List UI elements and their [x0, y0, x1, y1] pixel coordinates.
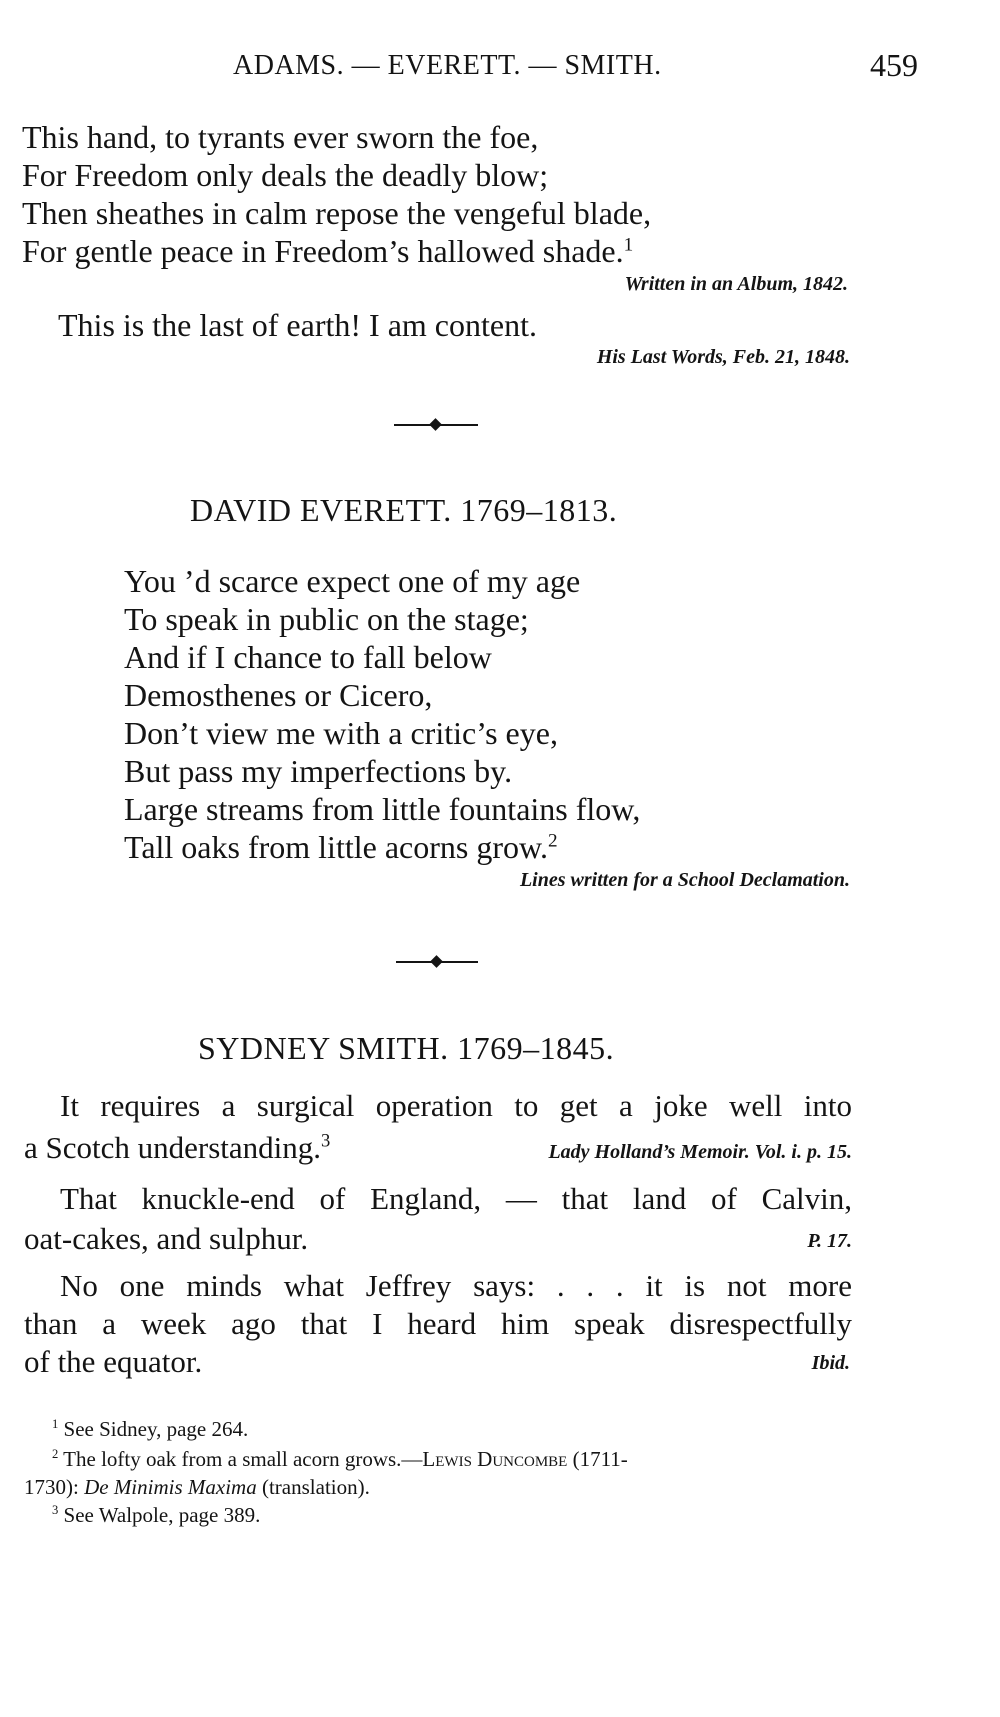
footnote-work-title: De Minimis Maxima — [84, 1475, 257, 1499]
quote-line: That knuckle-end of England, — that land of Calvin, — [60, 1181, 852, 1216]
section-heading-smith: SYDNEY SMITH. 1769–1845. — [198, 1030, 615, 1066]
footnote-text: 1730): — [24, 1475, 79, 1499]
section-heading-everett: DAVID EVERETT. 1769–1813. — [190, 492, 618, 528]
adams-last-words: This is the last of earth! I am content. — [58, 307, 537, 343]
verse-line — [124, 828, 558, 866]
smith-quote-3-ref: Ibid. — [811, 1352, 850, 1374]
everett-attribution: Lines written for a School Declamation. — [519, 869, 850, 891]
quote-text: a Scotch understanding. — [24, 1130, 322, 1165]
page-number: 459 — [870, 47, 918, 83]
verse-line: To speak in public on the stage; — [124, 601, 529, 637]
verse-line: But pass my imperfections by. — [124, 753, 513, 789]
footnote-ref: 1 — [623, 234, 634, 256]
footnote-2 — [52, 1447, 628, 1472]
footnote-text: See Sidney, page 264. — [63, 1417, 249, 1441]
verse-line: Don’t view me with a critic’s eye, — [124, 715, 558, 751]
divider-diamond — [429, 418, 442, 431]
footnote-3 — [52, 1503, 260, 1528]
verse-line: Demosthenes or Cicero, — [124, 677, 433, 713]
verse-line: You ’d scarce expect one of my age — [124, 563, 581, 599]
quote-line: than a week ago that I heard him speak disrespectfully — [24, 1306, 852, 1341]
divider-diamond — [430, 955, 443, 968]
verse-line: Large streams from little fountains flow, — [124, 791, 641, 827]
adams-attribution-last-words: His Last Words, Feb. 21, 1848. — [596, 346, 850, 368]
running-title: ADAMS. — EVERETT. — SMITH. — [233, 50, 662, 81]
footnote-mark: 3 — [52, 1503, 59, 1517]
quote-line: No one minds what Jeffrey says: . . . it is not more — [60, 1268, 852, 1303]
verse-line: Then sheathes in calm repose the vengeful blade, — [22, 195, 652, 231]
footnote-text: (translation). — [261, 1475, 370, 1499]
footnote-mark: 1 — [52, 1417, 59, 1431]
verse-line: For Freedom only deals the deadly blow; — [22, 157, 549, 193]
footnote-2-continued — [24, 1475, 370, 1500]
footnote-text: The lofty oak from a small acorn grows.— — [63, 1447, 423, 1471]
footnote-text: See Walpole, page 389. — [63, 1503, 261, 1527]
footnote-dates: (1711- — [572, 1447, 628, 1471]
smith-quote-1-ref: Lady Holland’s Memoir. Vol. i. p. 15. — [548, 1141, 852, 1163]
footnote-ref: 2 — [548, 830, 558, 852]
quote-line: It requires a surgical operation to get a joke well into — [60, 1088, 852, 1123]
verse-text: Tall oaks from little acorns grow. — [124, 829, 549, 865]
adams-attribution-album: Written in an Album, 1842. — [624, 273, 848, 295]
footnote-author: Lewis Duncombe — [422, 1447, 568, 1471]
footnote-ref: 3 — [321, 1130, 331, 1152]
quote-line: of the equator. — [24, 1344, 203, 1379]
verse-line — [22, 232, 633, 270]
running-header — [0, 47, 1000, 90]
quote-line — [24, 1127, 330, 1169]
verse-line: And if I chance to fall below — [124, 639, 492, 675]
footnote-mark: 2 — [52, 1447, 59, 1461]
verse-text: For gentle peace in Freedom’s hallowed shade. — [22, 233, 624, 269]
smith-quote-2-ref: P. 17. — [807, 1230, 852, 1252]
verse-line: This hand, to tyrants ever sworn the foe, — [22, 119, 539, 155]
footnote-1 — [52, 1417, 248, 1442]
quote-line: oat-cakes, and sulphur. — [24, 1221, 309, 1256]
